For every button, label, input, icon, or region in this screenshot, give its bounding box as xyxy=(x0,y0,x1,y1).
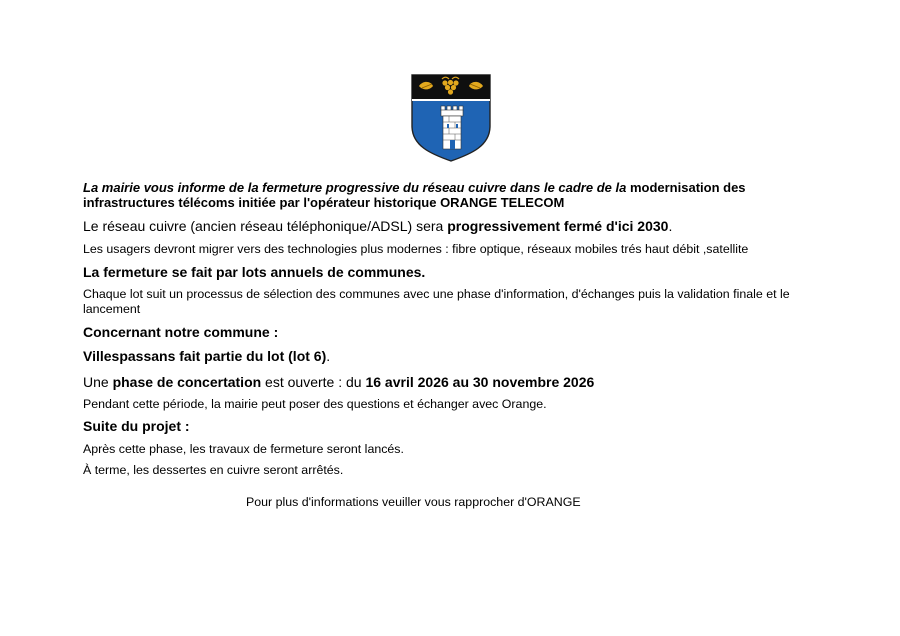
intro-paragraph xyxy=(83,180,823,210)
reseau-bold: progressivement fermé d'ici 2030 xyxy=(447,218,669,234)
travaux-paragraph: Après cette phase, les travaux de fermeture seront lancés. xyxy=(83,442,404,456)
intro-bold: modernisation des infrastructures télécoms initiée par l'opérateur historique ORANGE TELECOM xyxy=(83,180,746,210)
municipal-coat-of-arms xyxy=(411,74,491,162)
lot-post: . xyxy=(326,348,331,364)
phase-bold1: phase de concertation xyxy=(112,374,262,390)
lot-bold: Villespassans fait partie du lot (lot 6) xyxy=(83,348,327,364)
phase-pre: Une xyxy=(83,374,113,390)
phase-dates: 16 avril 2026 au 30 novembre 2026 xyxy=(365,374,595,390)
suite-heading: Suite du projet : xyxy=(83,418,190,434)
footer-note: Pour plus d'informations veuiller vous rapprocher d'ORANGE xyxy=(246,495,581,509)
intro-italic: La mairie vous informe de la fermeture progressive du réseau cuivre dans le cadre de la xyxy=(83,180,627,195)
reseau-pre: Le réseau cuivre (ancien réseau téléphonique/ADSL) sera xyxy=(83,218,448,234)
notice-body xyxy=(83,180,823,478)
periode-paragraph: Pendant cette période, la mairie peut poser des questions et échanger avec Orange. xyxy=(83,397,547,411)
dessertes-paragraph: À terme, les dessertes en cuivre seront arrêtés. xyxy=(83,463,344,477)
reseau-post: . xyxy=(668,218,673,234)
usagers-paragraph: Les usagers devront migrer vers des technologies plus modernes : fibre optique, réseaux mobiles trés haut débit ,satellite xyxy=(83,242,749,256)
phase-paragraph xyxy=(83,374,823,391)
lot-paragraph xyxy=(83,348,823,365)
reseau-paragraph xyxy=(83,218,823,235)
commune-heading: Concernant notre commune : xyxy=(83,324,279,340)
lots-heading: La fermeture se fait par lots annuels de communes. xyxy=(83,264,426,280)
lots-paragraph: Chaque lot suit un processus de sélection des communes avec une phase d'information, d'échanges puis la validation finale et le lancement xyxy=(83,287,790,316)
phase-mid: est ouverte : du xyxy=(261,374,366,390)
